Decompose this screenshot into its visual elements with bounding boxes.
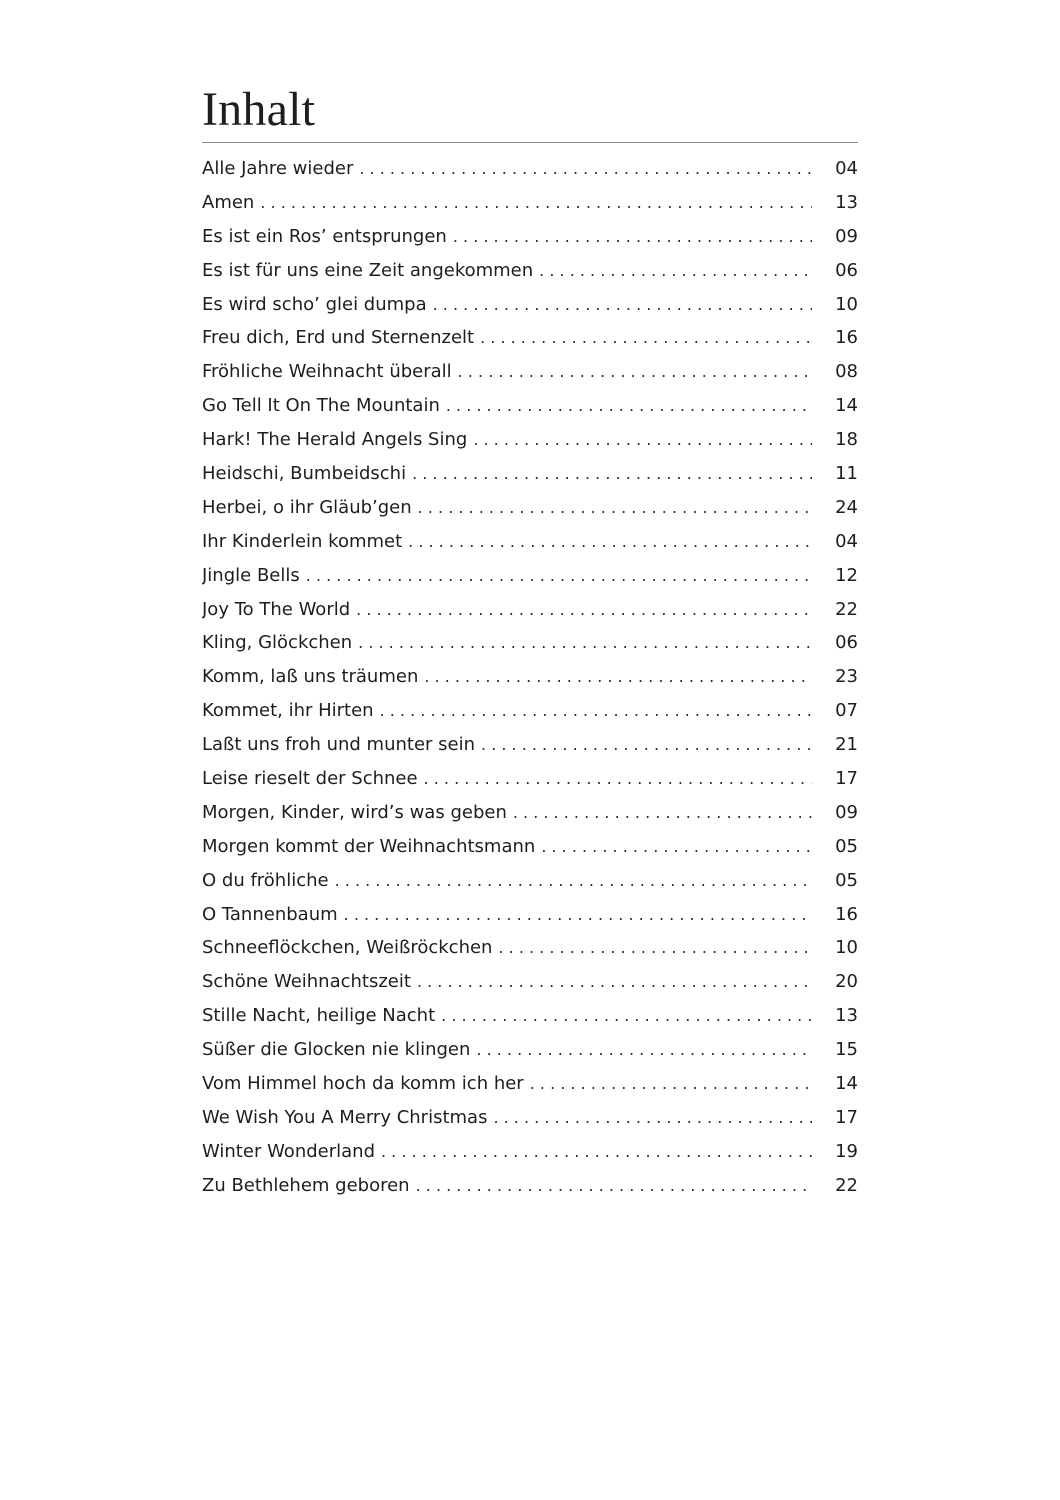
toc-entry-page-number: 06	[835, 259, 858, 281]
toc-entry-title: Herbei, o ihr Gläub’gen	[202, 496, 412, 518]
dot-leader	[418, 491, 812, 525]
dot-leader	[480, 321, 812, 355]
toc-entry	[202, 186, 858, 220]
toc-entry	[202, 830, 858, 864]
dot-leader	[493, 1101, 812, 1135]
toc-entry-title: Amen	[202, 191, 255, 213]
toc-entry-title: Alle Jahre wieder	[202, 158, 354, 179]
dot-leader	[416, 1169, 812, 1203]
toc-entry-title: Komm, laß uns träumen	[202, 666, 419, 688]
dot-leader	[356, 593, 812, 627]
dot-leader	[441, 999, 812, 1033]
toc-entry	[202, 355, 858, 389]
toc-entry	[202, 457, 858, 491]
toc-entry-page-number: 05	[835, 869, 858, 891]
toc-entry	[202, 559, 858, 593]
toc-entry-title: We Wish You A Merry Christmas	[202, 1106, 488, 1128]
toc-entry-title: Fröhliche Weihnacht überall	[202, 361, 452, 383]
toc-entry-page-number: 13	[835, 191, 858, 213]
dot-leader	[417, 965, 812, 999]
toc-entry-page-number: 12	[835, 564, 858, 586]
toc-entry	[202, 254, 858, 288]
dot-leader	[530, 1067, 812, 1101]
dot-leader	[473, 423, 812, 457]
toc-entry	[202, 762, 858, 796]
toc-entry-title: Hark! The Herald Angels Sing	[202, 429, 468, 451]
toc-entry-title: Morgen, Kinder, wird’s was geben	[202, 801, 507, 823]
toc-entry	[202, 931, 858, 965]
toc-entry	[202, 525, 858, 559]
toc-entry-page-number: 14	[835, 1073, 858, 1095]
toc-entry-page-number: 24	[835, 496, 858, 518]
toc-entry-page-number: 14	[835, 395, 858, 417]
toc-entry-page-number: 10	[835, 937, 858, 959]
toc-entry-title: Leise rieselt der Schnee	[202, 768, 418, 790]
toc-entry-title: Es ist ein Ros’ entsprungen	[202, 225, 447, 247]
toc-entry-page-number: 05	[835, 835, 858, 857]
toc-entry-page-number: 08	[835, 361, 858, 383]
toc-entry-title: Go Tell It On The Mountain	[202, 395, 440, 417]
dot-leader	[412, 457, 812, 491]
dot-leader	[458, 355, 812, 389]
toc-entry	[202, 1033, 858, 1067]
toc-entry	[202, 321, 858, 355]
toc-entry-title: Ihr Kinderlein kommet	[202, 530, 403, 552]
toc-entry	[202, 898, 858, 932]
toc-entry-title: Morgen kommt der Weihnachtsmann	[202, 835, 536, 857]
toc-entry-page-number: 04	[835, 530, 858, 552]
toc-entry	[202, 864, 858, 898]
toc-entry-title: Stille Nacht, heilige Nacht	[202, 1005, 436, 1027]
toc-entry-page-number: 10	[835, 293, 858, 315]
toc-entry	[202, 965, 858, 999]
dot-leader	[446, 389, 812, 423]
toc-entry-page-number: 19	[835, 1140, 858, 1162]
toc-entry	[202, 491, 858, 525]
toc-entry-page-number: 17	[835, 768, 858, 790]
toc-entry-title: Es wird scho’ glei dumpa	[202, 293, 427, 315]
toc-entry-page-number: 06	[835, 632, 858, 654]
toc-entry-page-number: 13	[835, 1005, 858, 1027]
toc-entry	[202, 423, 858, 457]
toc-entry-page-number: 17	[835, 1106, 858, 1128]
toc-entry-page-number: 11	[835, 463, 858, 485]
dot-leader	[306, 559, 812, 593]
dot-leader	[380, 694, 812, 728]
dot-leader	[498, 931, 812, 965]
toc-entry	[202, 626, 858, 660]
toc-entry	[202, 288, 858, 322]
toc-entry-title: Joy To The World	[202, 598, 351, 620]
dot-leader	[359, 152, 812, 186]
toc-entry-page-number: 22	[835, 1174, 858, 1196]
toc-entry-title: Kling, Glöckchen	[202, 632, 353, 654]
toc-entry	[202, 1169, 858, 1203]
dot-leader	[433, 288, 812, 322]
toc-entry-title: Süßer die Glocken nie klingen	[202, 1039, 471, 1061]
toc-entry-page-number: 15	[835, 1039, 858, 1061]
toc-entry-title: Winter Wonderland	[202, 1140, 375, 1162]
toc-entry	[202, 1135, 858, 1169]
toc-entry-title: Heidschi, Bumbeidschi	[202, 463, 407, 485]
toc-entry-page-number: 09	[835, 225, 858, 247]
toc-entry	[202, 220, 858, 254]
toc-entry-page-number: 20	[835, 971, 858, 993]
toc-entry-page-number: 04	[835, 158, 858, 179]
dot-leader	[541, 830, 812, 864]
toc-list	[202, 152, 858, 1203]
toc-entry-page-number: 18	[835, 429, 858, 451]
dot-leader	[381, 1135, 812, 1169]
toc-page	[202, 80, 858, 1203]
toc-entry-page-number: 09	[835, 801, 858, 823]
toc-entry-page-number: 16	[835, 327, 858, 349]
toc-entry-page-number: 07	[835, 700, 858, 722]
toc-entry	[202, 389, 858, 423]
dot-leader	[358, 626, 812, 660]
toc-entry	[202, 1101, 858, 1135]
toc-entry-title: Freu dich, Erd und Sternenzelt	[202, 327, 475, 349]
toc-entry-title: O du fröhliche	[202, 869, 329, 891]
dot-leader	[335, 864, 812, 898]
dot-leader	[476, 1033, 812, 1067]
toc-entry-title: Kommet, ihr Hirten	[202, 700, 374, 722]
toc-entry-page-number: 16	[835, 903, 858, 925]
dot-leader	[453, 220, 812, 254]
dot-leader	[539, 254, 812, 288]
toc-entry-title: Zu Bethlehem geboren	[202, 1174, 410, 1196]
dot-leader	[344, 898, 812, 932]
toc-entry-title: Vom Himmel hoch da komm ich her	[202, 1073, 524, 1095]
toc-entry	[202, 152, 858, 186]
dot-leader	[408, 525, 812, 559]
toc-entry	[202, 694, 858, 728]
dot-leader	[513, 796, 812, 830]
toc-entry-page-number: 22	[835, 598, 858, 620]
toc-entry-title: Es ist für uns eine Zeit angekommen	[202, 259, 534, 281]
toc-entry-title: Jingle Bells	[202, 564, 300, 586]
dot-leader	[481, 728, 812, 762]
toc-entry	[202, 593, 858, 627]
toc-entry-title: O Tannenbaum	[202, 903, 338, 925]
page-title: Inhalt	[202, 83, 316, 136]
toc-entry	[202, 1067, 858, 1101]
toc-entry	[202, 728, 858, 762]
toc-entry	[202, 796, 858, 830]
toc-entry-title: Schöne Weihnachtszeit	[202, 971, 411, 993]
dot-leader	[424, 762, 812, 796]
toc-entry-page-number: 23	[835, 666, 858, 688]
dot-leader	[260, 186, 812, 220]
toc-entry-title: Schneeflöckchen, Weißröckchen	[202, 937, 493, 959]
toc-entry	[202, 999, 858, 1033]
toc-entry-page-number: 21	[835, 734, 858, 756]
toc-entry-title: Laßt uns froh und munter sein	[202, 734, 476, 756]
dot-leader	[424, 660, 812, 694]
title-divider	[202, 142, 858, 143]
toc-entry	[202, 660, 858, 694]
